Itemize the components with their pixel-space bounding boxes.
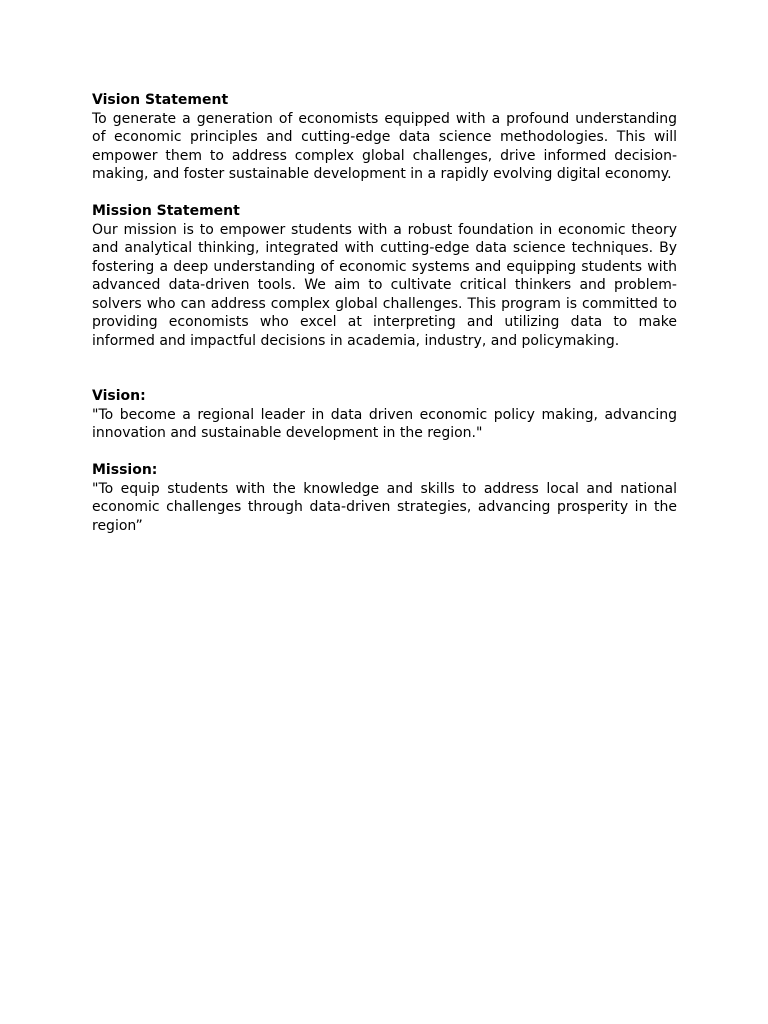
vision-statement-text: To generate a generation of economists equipped with a profound understanding of economic principles and cutting-edge data science methodologies. This will empower them to address complex global challenges, drive informed decision-making, and foster sustainable development in a rapidly evolving digital economy. (92, 110, 677, 182)
mission-text: "To equip students with the knowledge and skills to address local and national economic challenges through data-driven strategies, advancing prosperity in the region” (92, 480, 677, 534)
vision-statement-heading: Vision Statement (92, 92, 229, 108)
vision-heading: Vision: (92, 388, 146, 404)
mission-statement-text: Our mission is to empower students with a robust foundation in economic theory and analytical thinking, integrated with cutting-edge data science techniques. By fostering a deep understanding of economic systems and equipping students with advanced data-driven tools. We aim to cultivate critical thinkers and problem-solvers who can address complex global challenges. This program is committed to providing economists who excel at interpreting and utilizing data to make informed and impactful decisions in academia, industry, and policymaking. (92, 221, 677, 349)
mission-statement-heading: Mission Statement (92, 203, 240, 219)
section-spacer (92, 350, 677, 387)
vision-text: "To become a regional leader in data driven economic policy making, advancing innovation and sustainable development in the region." (92, 406, 677, 441)
document-body (92, 91, 677, 535)
paragraph-spacer (92, 443, 677, 462)
paragraph-spacer (92, 184, 677, 203)
mission-heading: Mission: (92, 462, 158, 478)
